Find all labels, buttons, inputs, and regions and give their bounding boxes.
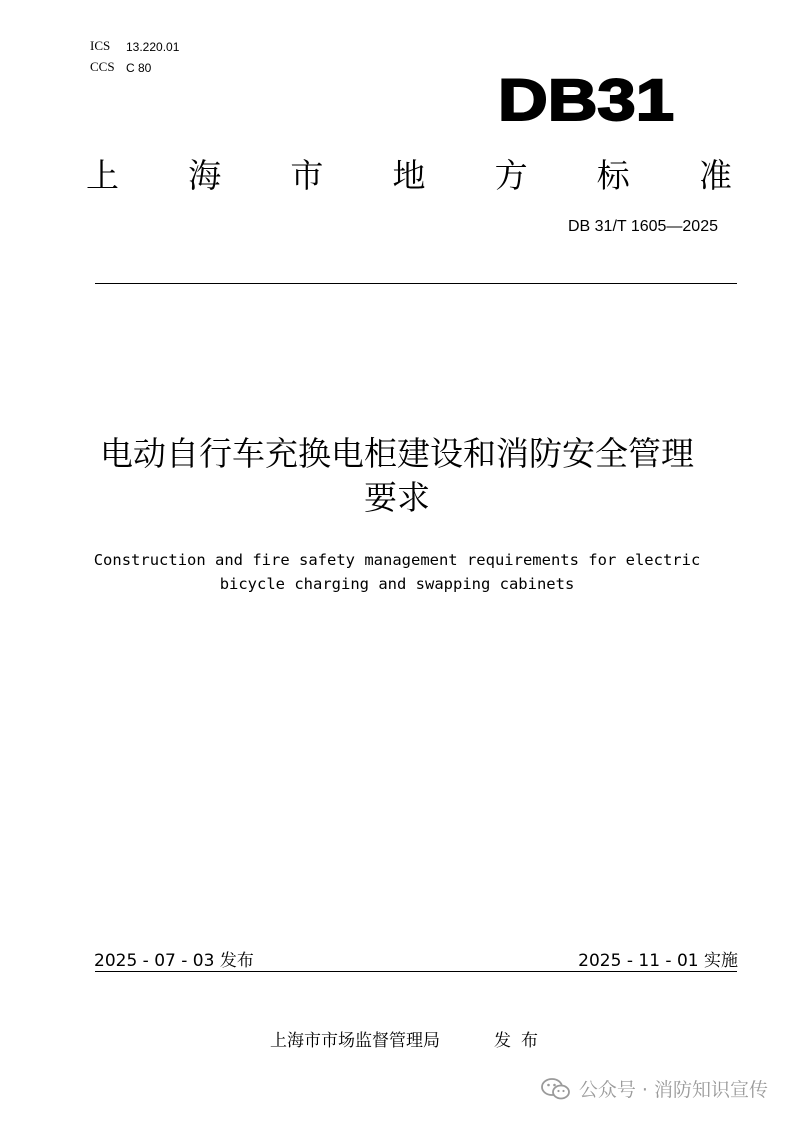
ccs-label: CCS — [90, 59, 115, 74]
standard-type-char: 海 — [188, 156, 222, 195]
issue-label: 发布 — [494, 1031, 548, 1051]
standard-type-char: 方 — [494, 156, 528, 195]
watermark-text: 公众号 · 消防知识宣传 — [578, 1079, 768, 1101]
ics-label: ICS — [90, 38, 111, 53]
ics-code: 13.220.01 — [126, 40, 180, 54]
standard-type-char: 标 — [596, 156, 630, 195]
header-divider — [95, 283, 737, 284]
wechat-icon — [541, 1077, 571, 1101]
standard-type-char: 地 — [392, 156, 426, 195]
standard-type-heading — [86, 150, 732, 197]
ccs-code: C 80 — [126, 61, 152, 75]
standard-number: DB 31/T 1605—2025 — [567, 218, 718, 235]
standard-type-char: 市 — [290, 156, 324, 195]
chinese-title-line: 电动自行车充换电柜建设和消防安全管理 — [100, 434, 694, 473]
footer-divider — [95, 971, 737, 972]
issuing-authority: 上海市市场监督管理局 — [270, 1031, 440, 1051]
chinese-title-line: 要求 — [364, 478, 430, 517]
implementation-date: 2025 - 11 - 01 实施 — [578, 951, 738, 971]
db31-logo — [498, 70, 678, 130]
english-title — [60, 548, 734, 596]
publish-date: 2025 - 07 - 03 发布 — [94, 951, 254, 971]
english-title-line: Construction and fire safety management requirements for electric — [93, 551, 701, 569]
standard-type-char: 准 — [698, 156, 732, 195]
english-title-line: bicycle charging and swapping cabinets — [219, 575, 575, 593]
chinese-title — [60, 432, 734, 520]
db31-logo-text: DB31 — [498, 70, 674, 130]
standard-type-char: 上 — [86, 156, 119, 195]
watermark — [541, 1075, 768, 1102]
